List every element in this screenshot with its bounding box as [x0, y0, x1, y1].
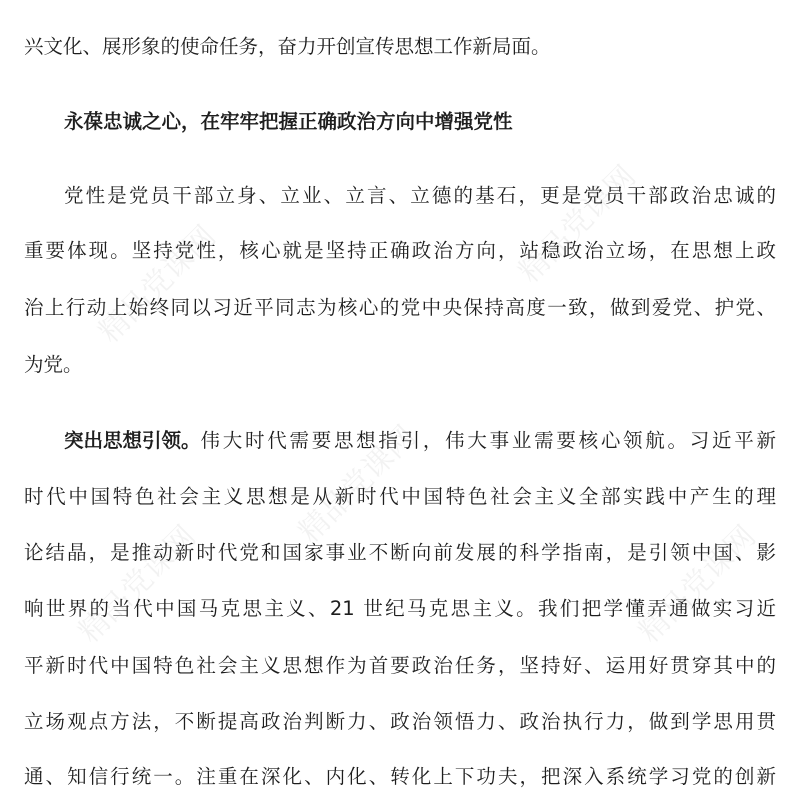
paragraph-line: 响世界的当代中国马克思主义、21 世纪马克思主义。我们把学懂弄通做实习近	[24, 597, 776, 620]
paragraph-line: 兴文化、展形象的使命任务，奋力开创宣传思想工作新局面。	[24, 35, 551, 58]
bold-lead: 突出思想引领。	[64, 429, 201, 452]
paragraph-line	[64, 427, 776, 455]
paragraph-line: 论结晶，是推动新时代党和国家事业不断向前发展的科学指南，是引领中国、影	[24, 541, 776, 564]
paragraph-line: 立场观点方法，不断提高政治判断力、政治领悟力、政治执行力，做到学思用贯	[24, 710, 776, 733]
watermark: 精品党课网	[632, 519, 763, 650]
paragraph-line: 党性是党员干部立身、立业、立言、立德的基石，更是党员干部政治忠诚的	[64, 184, 776, 207]
paragraph-line: 治上行动上始终同以习近平同志为核心的党中央保持高度一致，做到爱党、护党、	[24, 296, 776, 319]
paragraph-line: 为党。	[24, 353, 83, 376]
paragraph-text: 伟大时代需要思想指引，伟大事业需要核心领航。习近平新	[200, 429, 776, 452]
paragraph-line: 重要体现。坚持党性，核心就是坚持正确政治方向，站稳政治立场，在思想上政	[24, 239, 776, 262]
paragraph-line: 通、知信行统一。注重在深化、内化、转化上下功夫，把深入系统学习党的创新	[24, 765, 776, 788]
paragraph-line: 平新时代中国特色社会主义思想作为首要政治任务，坚持好、运用好贯穿其中的	[24, 654, 776, 677]
paragraph-line: 时代中国特色社会主义思想是从新时代中国特色社会主义全部实践中产生的理	[24, 485, 776, 508]
watermark: 精品党课网	[512, 159, 643, 290]
section-heading: 永葆忠诚之心，在牢牢把握正确政治方向中增强党性	[64, 110, 513, 133]
watermark: 精品党课网	[92, 219, 223, 350]
watermark: 精品党课网	[292, 419, 423, 550]
watermark: 精品党课网	[72, 519, 203, 650]
